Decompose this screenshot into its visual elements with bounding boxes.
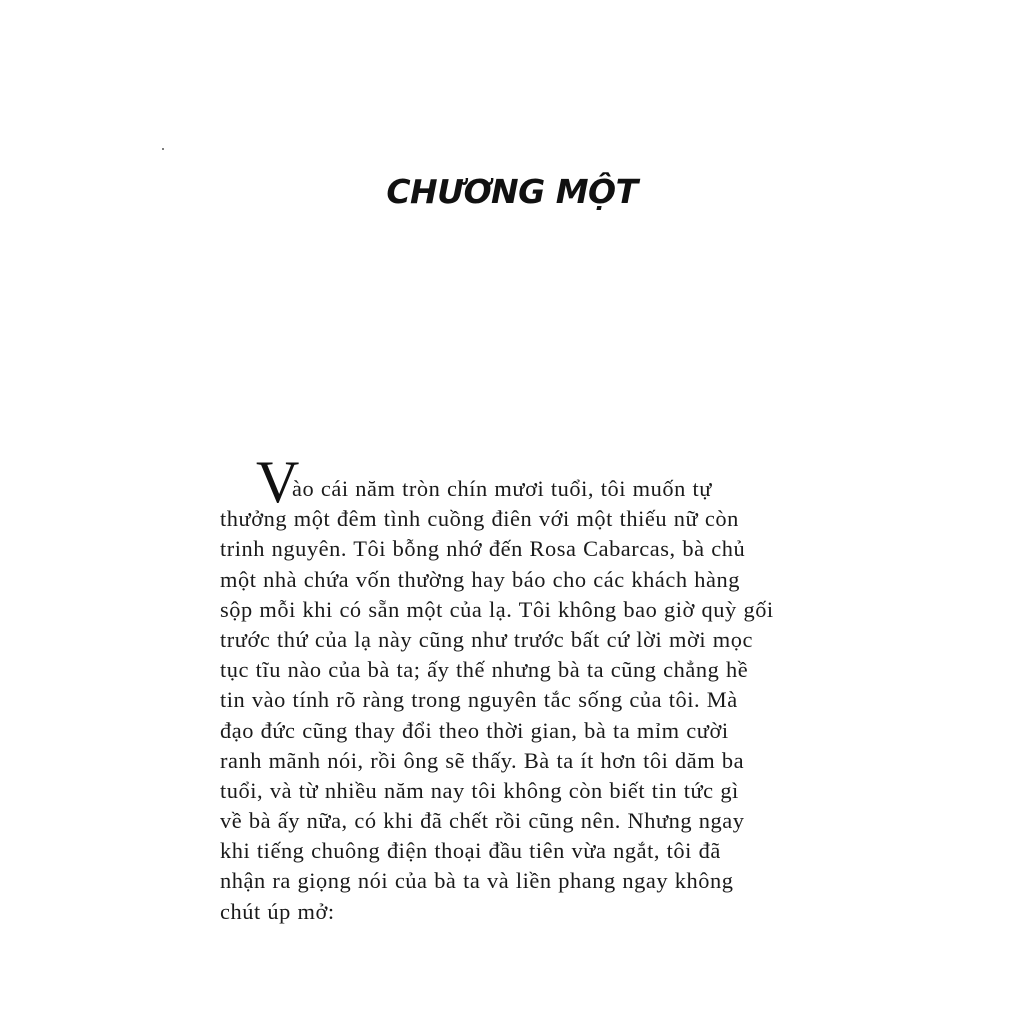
- paragraph-line: sộp mỗi khi có sẵn một của lạ. Tôi không bao giờ quỳ gối: [220, 596, 774, 622]
- paper-speck: [162, 148, 164, 150]
- drop-cap: V: [256, 449, 300, 515]
- chapter-title: CHƯƠNG MỘT: [386, 172, 638, 211]
- chapter-paragraph: [220, 449, 810, 927]
- paragraph-line: ranh mãnh nói, rồi ông sẽ thấy. Bà ta ít hơn tôi dăm ba: [220, 747, 745, 773]
- paragraph-line: trước thứ của lạ này cũng như trước bất cứ lời mời mọc: [220, 626, 753, 652]
- paragraph-line: tuổi, và từ nhiều năm nay tôi không còn biết tin tức gì: [220, 777, 739, 803]
- paragraph-line: một nhà chứa vốn thường hay báo cho các khách hàng: [220, 566, 740, 592]
- paragraph-line: nhận ra giọng nói của bà ta và liền phang ngay không: [220, 868, 734, 894]
- paragraph-line: đạo đức cũng thay đổi theo thời gian, bà ta mỉm cười: [220, 717, 729, 743]
- paragraph-line: tin vào tính rõ ràng trong nguyên tắc sống của tôi. Mà: [220, 687, 738, 713]
- paragraph-line: tục tĩu nào của bà ta; ấy thế nhưng bà ta cũng chẳng hề: [220, 657, 749, 683]
- paragraph-line: trinh nguyên. Tôi bỗng nhớ đến Rosa Cabarcas, bà chủ: [220, 536, 746, 562]
- paragraph-line-1: [220, 449, 810, 515]
- paragraph-line-1-text: ào cái năm tròn chín mươi tuổi, tôi muốn tự: [292, 476, 712, 501]
- paragraph-line: về bà ấy nữa, có khi đã chết rồi cũng nên. Nhưng ngay: [220, 808, 745, 834]
- paragraph-line: chút úp mở:: [220, 898, 335, 924]
- paragraph-line: khi tiếng chuông điện thoại đầu tiên vừa ngắt, tôi đã: [220, 838, 721, 864]
- paragraph-line: thưởng một đêm tình cuồng điên với một thiếu nữ còn: [220, 506, 739, 532]
